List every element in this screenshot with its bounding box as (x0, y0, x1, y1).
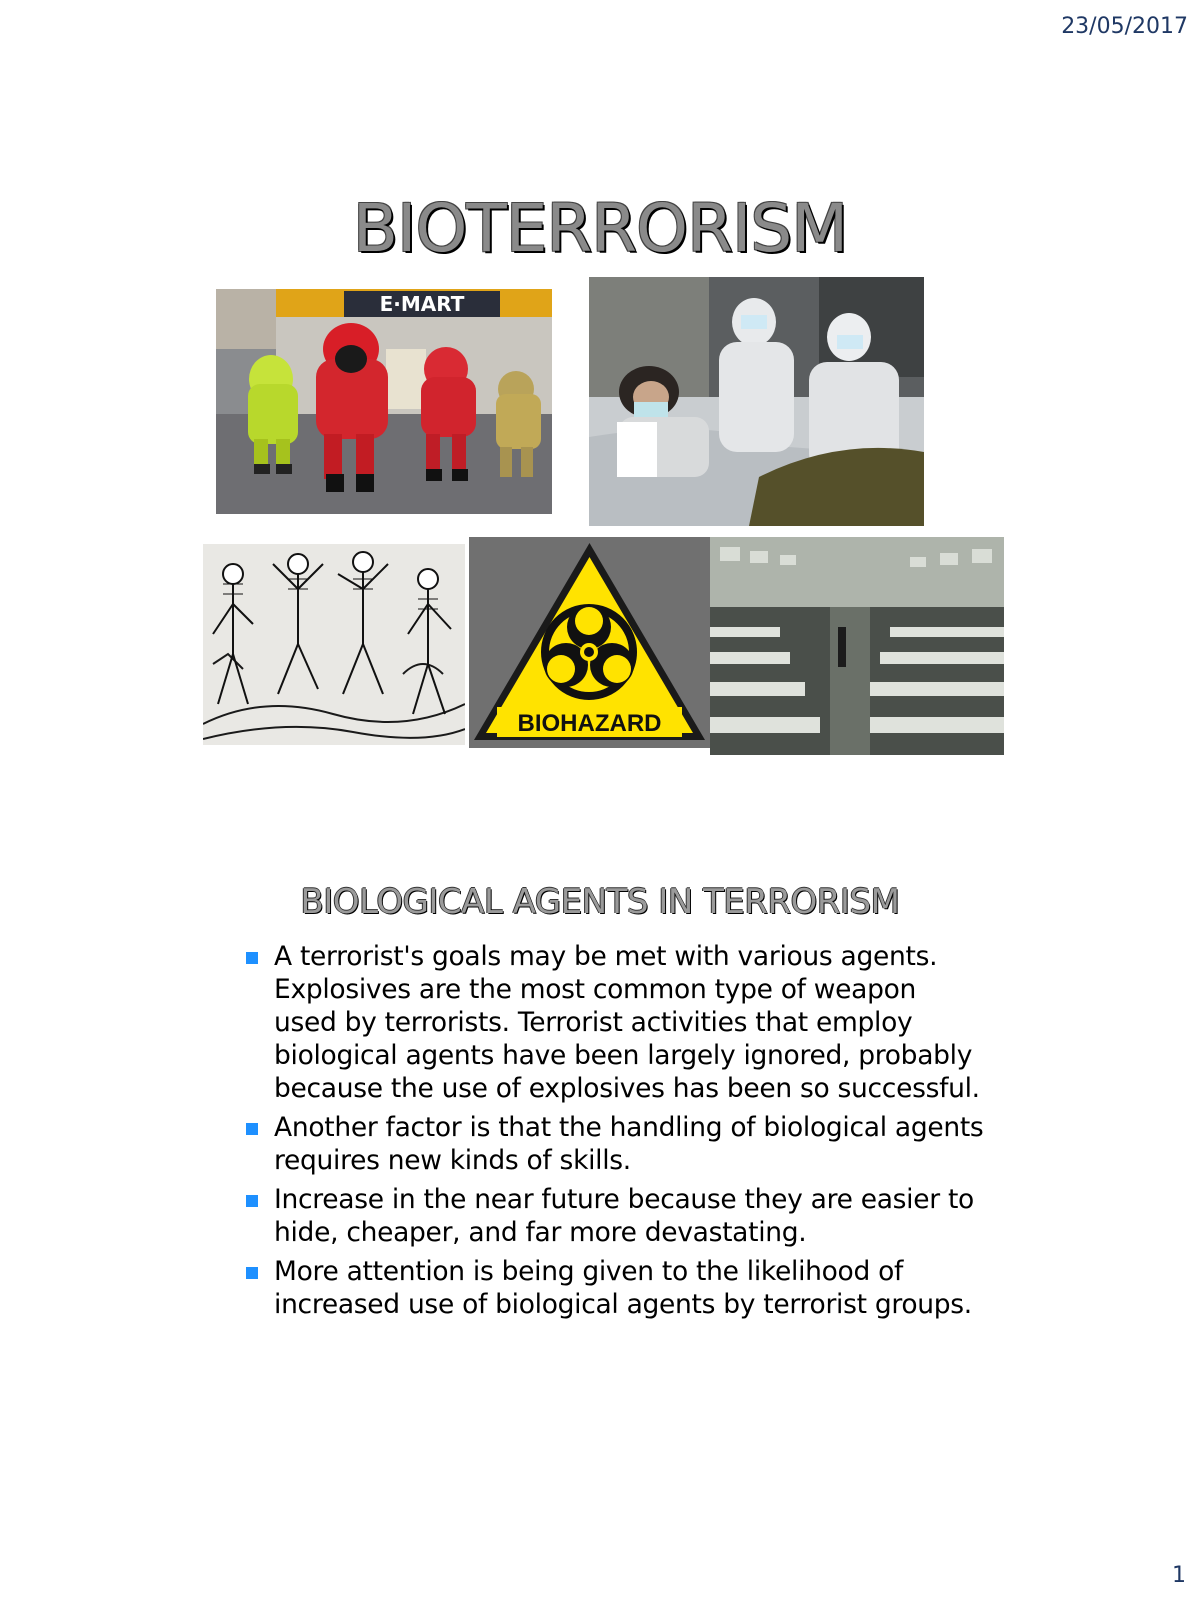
square-bullet-icon (246, 952, 258, 964)
biohazard-sign (469, 537, 710, 748)
biohazard-label: BIOHAZARD (517, 710, 662, 737)
list-item (244, 1111, 984, 1177)
square-bullet-icon (246, 1267, 258, 1279)
hospital-patient-photo (589, 277, 924, 526)
section-title: BIOLOGICAL AGENTS IN TERRORISM (300, 882, 900, 922)
hazmat-suits-photo (216, 289, 552, 514)
skeleton-dance-woodcut (203, 544, 465, 745)
square-bullet-icon (246, 1195, 258, 1207)
bullet-text: Increase in the near future because they are easier to hide, cheaper, and far more devastating. (274, 1184, 974, 1248)
list-item (244, 1183, 984, 1249)
square-bullet-icon (246, 1123, 258, 1135)
svg-text:E·MART: E·MART (379, 292, 465, 316)
epidemic-ward-photo (710, 537, 1004, 755)
date-stamp: 23/05/2017 (1061, 14, 1188, 39)
list-item (244, 1255, 984, 1321)
bullet-list (244, 940, 984, 1327)
bullet-text: More attention is being given to the likelihood of increased use of biological agents by terrorist groups. (274, 1256, 972, 1320)
page-number: 1 (1172, 1563, 1186, 1588)
bullet-text: A terrorist's goals may be met with various agents. Explosives are the most common type of weapon used by terrorists. Terrorist activities that employ biological agents have been largely ignored, probably because the use of explosives has been so successful. (274, 941, 980, 1104)
bullet-text: Another factor is that the handling of biological agents requires new kinds of skills. (274, 1112, 984, 1176)
slide-title: BIOTERRORISM (352, 190, 848, 267)
list-item (244, 940, 984, 1105)
